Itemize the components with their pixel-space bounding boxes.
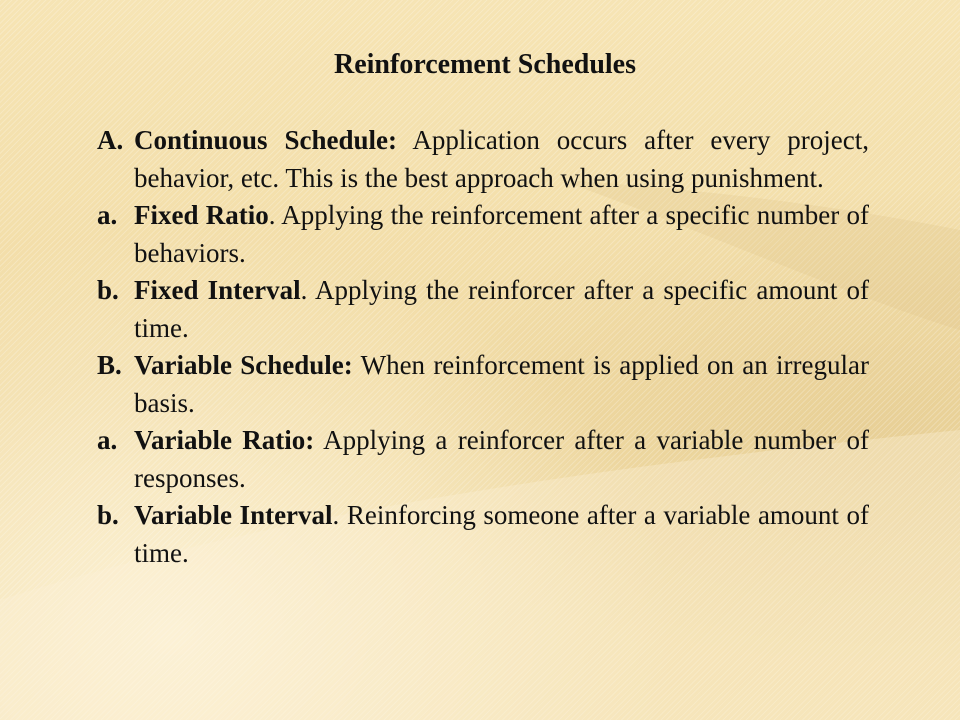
item-text: . Applying the reinforcement after a specific number of behaviors. (134, 200, 869, 268)
list-marker: a. (97, 425, 118, 455)
item-text: Applying a reinforcer after a variable number of responses. (134, 425, 869, 493)
list-item-variable-interval (97, 497, 869, 572)
item-term: Fixed Interval (134, 275, 301, 305)
item-text: When reinforcement is applied on an irregular basis. (134, 350, 869, 418)
item-term: Variable Interval (134, 500, 333, 530)
list-marker: b. (97, 275, 119, 305)
list-item-fixed-interval (97, 272, 869, 347)
item-text: . Reinforcing someone after a variable amount of time. (134, 500, 869, 568)
schedule-list (97, 122, 869, 572)
slide-title: Reinforcement Schedules (334, 49, 636, 80)
list-marker: A. (97, 125, 124, 155)
item-term: Fixed Ratio (134, 200, 269, 230)
item-term: Variable Schedule: (134, 350, 353, 380)
list-marker: B. (97, 350, 122, 380)
item-text: . Applying the reinforcer after a specific amount of time. (134, 275, 869, 343)
item-term: Variable Ratio: (134, 425, 315, 455)
list-item-variable-schedule (97, 347, 869, 422)
list-item-continuous-schedule (97, 122, 869, 197)
item-term: Continuous Schedule: (134, 125, 397, 155)
list-marker: a. (97, 200, 118, 230)
list-item-fixed-ratio (97, 197, 869, 272)
list-item-variable-ratio (97, 422, 869, 497)
list-marker: b. (97, 500, 119, 530)
item-text: Application occurs after every project, behavior, etc. This is the best approach when using punishment. (134, 125, 869, 193)
